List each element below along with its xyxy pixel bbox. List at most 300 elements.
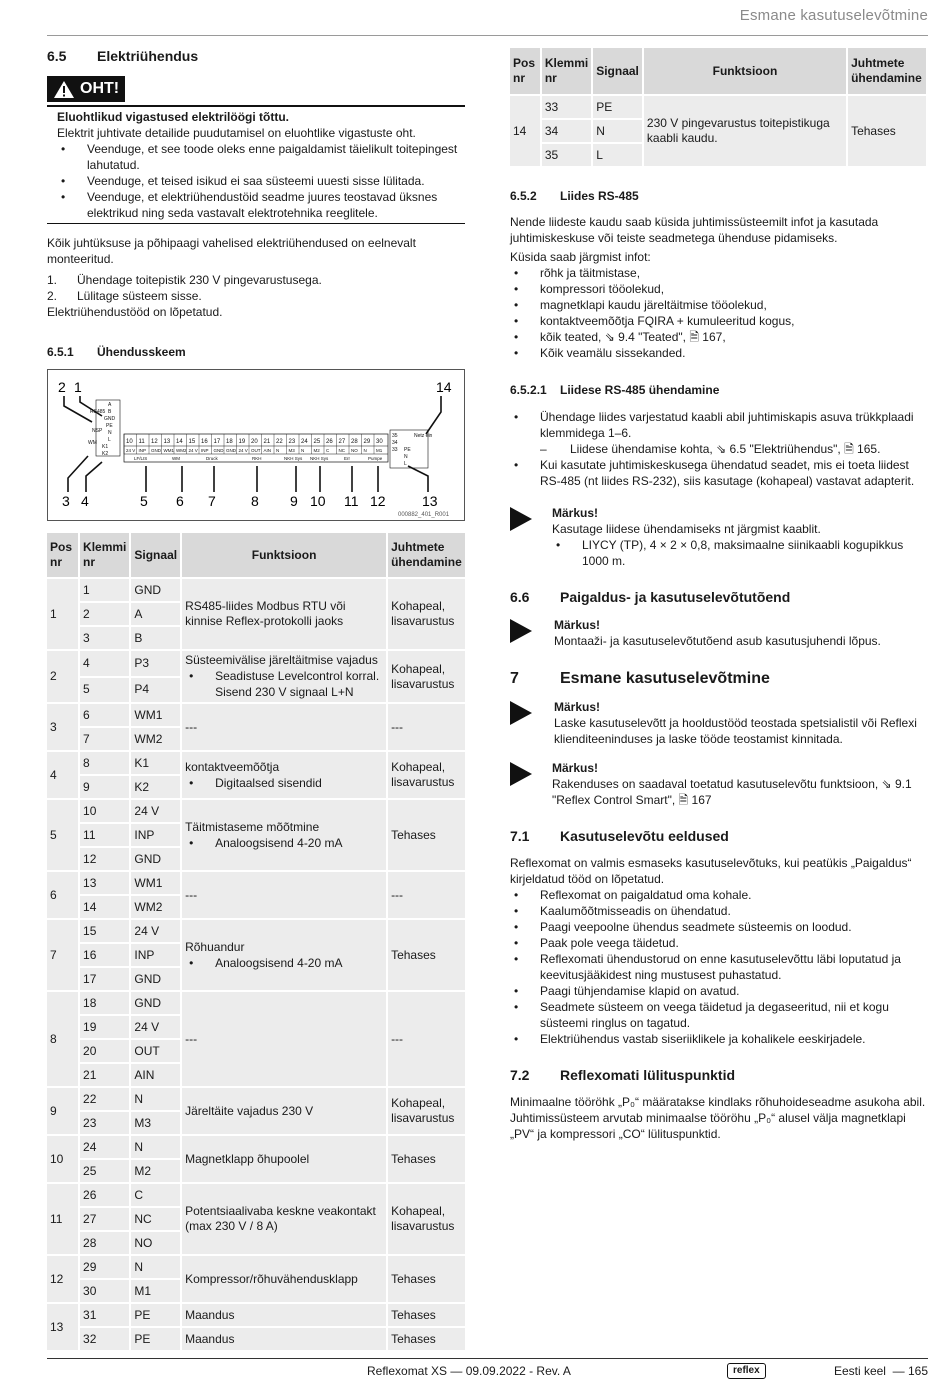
wiring-cell: Tehases bbox=[848, 96, 926, 166]
warning-label: OHT! bbox=[80, 80, 120, 97]
callout-8: 8 bbox=[251, 493, 259, 509]
signal-cell: C bbox=[131, 1184, 180, 1206]
table-row bbox=[47, 992, 465, 1014]
diagram-group-label: Pumpe bbox=[368, 456, 383, 461]
terminal-cell: 17 bbox=[80, 968, 129, 990]
function-text: Kompressor/rõhuvähendusklapp bbox=[185, 1271, 358, 1286]
list-item: • Seadistuse Levelcontrol korral. Sisend 230 V signaal L+N bbox=[185, 668, 383, 700]
terminal-cell: 16 bbox=[80, 944, 129, 966]
terminal-signal: OUT bbox=[251, 448, 261, 453]
terminal-cell: 13 bbox=[80, 872, 129, 894]
table-row bbox=[47, 651, 465, 676]
callout-14: 14 bbox=[436, 379, 452, 395]
function-cell bbox=[182, 752, 386, 798]
function-cell bbox=[182, 800, 386, 870]
note-list bbox=[552, 537, 928, 569]
table-row bbox=[47, 1328, 465, 1350]
terminal-cell: 5 bbox=[80, 678, 129, 703]
function-cell bbox=[182, 579, 386, 649]
terminal-number: 30 bbox=[376, 439, 383, 445]
section-6-5-2-1-heading bbox=[510, 382, 928, 398]
prerequisites-list bbox=[510, 887, 928, 1047]
pos-cell: 6 bbox=[47, 872, 78, 918]
terminal-cell: 19 bbox=[80, 1016, 129, 1038]
section-title: Liidese RS-485 ühendamine bbox=[560, 383, 720, 397]
signal-cell: WM1 bbox=[131, 704, 180, 726]
terminal-number: 19 bbox=[238, 439, 246, 445]
diagram-label: GND bbox=[104, 416, 116, 422]
terminal-signal: AIN bbox=[263, 448, 272, 453]
diagram-group-label: Druck bbox=[206, 456, 218, 461]
terminal-cell: 23 bbox=[80, 1112, 129, 1134]
footer-doc: Reflexomat XS — 09.09.2022 - Rev. A bbox=[367, 1364, 571, 1378]
note-title: Märkus! bbox=[554, 700, 601, 714]
table-row bbox=[47, 752, 465, 774]
signal-cell: M3 bbox=[131, 1112, 180, 1134]
wiring-cell: --- bbox=[388, 704, 465, 750]
note-title: Märkus! bbox=[552, 761, 599, 775]
step-text: Lülitage süsteem sisse. bbox=[77, 288, 202, 303]
signal-cell: K1 bbox=[131, 752, 180, 774]
terminal-table-body bbox=[47, 579, 465, 1350]
section-6-6-heading bbox=[510, 589, 928, 605]
list-item: • kompressori tööolekud, bbox=[510, 281, 928, 297]
terminal-number: 22 bbox=[276, 439, 283, 445]
terminal-signal: C bbox=[326, 448, 330, 453]
terminal-cell: 31 bbox=[80, 1304, 129, 1326]
table-header-row bbox=[510, 48, 926, 94]
signal-cell: N bbox=[131, 1136, 180, 1158]
function-cell: 230 V pingevarustus toitepistikuga kaabli kaudu. bbox=[644, 96, 846, 166]
warning-bottom-rule bbox=[47, 223, 465, 224]
function-list bbox=[185, 668, 383, 700]
callout-12: 12 bbox=[370, 493, 386, 509]
list-item: • Reflexomat on paigaldatud oma kohale. bbox=[510, 887, 928, 903]
terminal-cell: 32 bbox=[80, 1328, 129, 1350]
signal-cell: PE bbox=[131, 1328, 180, 1350]
terminal-signal: N bbox=[301, 448, 305, 453]
wiring-cell: --- bbox=[388, 992, 465, 1086]
list-item: • kõik teated, ⇘ 9.4 "Teated", 🗎 167, bbox=[510, 329, 928, 345]
signal-cell: N bbox=[593, 120, 642, 142]
terminal-number: 11 bbox=[138, 439, 145, 445]
note-text: Laske kasutuselevõtt ja hooldustööd teostada spetsialistil või Reflexi klienditeeninduses ja laske tööde teostamist kinnitada. bbox=[554, 716, 917, 746]
dash-marker: – bbox=[540, 442, 547, 456]
diagram-group-label: RKH bbox=[252, 456, 262, 461]
terminal-cell: 6 bbox=[80, 704, 129, 726]
footer-rule bbox=[47, 1358, 928, 1359]
note-specialist bbox=[510, 699, 928, 747]
section-number: 6.5.2 bbox=[510, 189, 537, 203]
terminal-cell: 22 bbox=[80, 1088, 129, 1110]
function-cell: Maandus bbox=[182, 1304, 386, 1326]
note-rs485-cable bbox=[510, 505, 928, 569]
terminal-signal: INP bbox=[201, 448, 209, 453]
function-text: Täitmistaseme mõõtmine bbox=[185, 819, 320, 834]
pos-cell: 14 bbox=[510, 96, 540, 166]
signal-cell: M2 bbox=[131, 1160, 180, 1182]
function-cell bbox=[182, 1184, 386, 1254]
wiring-diagram-graphic bbox=[48, 370, 464, 520]
terminal-number: 23 bbox=[288, 439, 296, 445]
sub-item-text: Liidese ühendamise kohta, ⇘ 6.5 "Elektriühendus", 🗎 165. bbox=[570, 442, 881, 456]
table-row bbox=[47, 1088, 465, 1110]
function-text: Potentsiaalivaba keskne veakontakt (max 230 V / 8 A) bbox=[185, 1204, 376, 1233]
function-cell bbox=[182, 872, 386, 918]
wiring-cell: Tehases bbox=[388, 1256, 465, 1302]
diagram-label: NSP bbox=[92, 428, 103, 434]
warning-text: Elektrit juhtivate detailide puudutamisel on eluohtlike vigastuste oht. bbox=[57, 125, 416, 140]
function-list bbox=[185, 955, 383, 971]
signal-cell: GND bbox=[131, 579, 180, 601]
terminal-number: 26 bbox=[326, 439, 333, 445]
diagram-group-label: LF/LIS bbox=[134, 456, 148, 461]
list-item: • magnetklapi kaudu järeltäitmise tööolekud, bbox=[510, 297, 928, 313]
function-cell: Maandus bbox=[182, 1328, 386, 1350]
steps-list bbox=[47, 272, 465, 304]
section-6-5-heading bbox=[47, 48, 465, 64]
list-item: • Digitaalsed sisendid bbox=[185, 775, 383, 791]
diagram-label: L bbox=[404, 461, 407, 467]
table-row bbox=[47, 1304, 465, 1326]
terminal-table bbox=[45, 531, 467, 1352]
list-item: • rõhk ja täitmistase, bbox=[510, 265, 928, 281]
list-item: • LIYCY (TP), 4 × 2 × 0,8, maksimaalne siinikaabli kogupikkus 1000 m. bbox=[552, 537, 928, 569]
signal-cell: K2 bbox=[131, 776, 180, 798]
wiring-cell: Kohapeal, lisavarustus bbox=[388, 1184, 465, 1254]
section-number: 6.5.2.1 bbox=[510, 383, 547, 397]
terminal-cell: 18 bbox=[80, 992, 129, 1014]
list-item: • Kaalumõõtmisseadis on ühendatud. bbox=[510, 903, 928, 919]
diagram-label: WM bbox=[88, 440, 97, 446]
list-item: • Kõik veamälu sissekanded. bbox=[510, 345, 928, 361]
list-item: • Veenduge, et see toode oleks enne paigaldamist täielikult toitepingest lahutatud. bbox=[57, 141, 465, 173]
diagram-label: 33 bbox=[392, 447, 398, 453]
signal-cell: P4 bbox=[131, 678, 180, 703]
function-text: Järeltäite vajadus 230 V bbox=[185, 1103, 314, 1118]
warning-list bbox=[57, 141, 465, 221]
warning-badge bbox=[47, 76, 125, 102]
wiring-cell: Kohapeal, lisavarustus bbox=[388, 651, 465, 702]
signal-cell: M1 bbox=[131, 1280, 180, 1302]
terminal-number: 27 bbox=[338, 439, 346, 445]
signal-cell: WM1 bbox=[131, 872, 180, 894]
pos-cell: 7 bbox=[47, 920, 78, 990]
col-header-function: Funktsioon bbox=[182, 533, 386, 577]
result-text: Elektriühendustööd on lõpetatud. bbox=[47, 304, 223, 319]
signal-cell: NC bbox=[131, 1208, 180, 1230]
terminal-signal: GND bbox=[213, 448, 224, 453]
step-number: 2. bbox=[47, 288, 58, 303]
table-row bbox=[47, 872, 465, 894]
table-row bbox=[47, 800, 465, 822]
terminal-number: 18 bbox=[226, 439, 233, 445]
section-title: Kasutuselevõtu eeldused bbox=[560, 828, 729, 844]
function-list bbox=[185, 775, 383, 791]
diagram-label: N bbox=[404, 454, 408, 460]
terminal-signal: WM2 bbox=[176, 448, 187, 453]
signal-cell: GND bbox=[131, 848, 180, 870]
col-header-signal: Signaal bbox=[593, 48, 642, 94]
pos-cell: 3 bbox=[47, 704, 78, 750]
function-cell bbox=[182, 704, 386, 750]
note-certificate bbox=[510, 617, 928, 649]
terminal-cell: 33 bbox=[542, 96, 591, 118]
list-item: • Seadmete süsteem on veega täidetud ja degaseeritud, nii et kogu süsteemi ringlus on tagatud. bbox=[510, 999, 928, 1031]
callout-7: 7 bbox=[208, 493, 216, 509]
diagram-label: B bbox=[108, 409, 112, 415]
terminal-cell: 29 bbox=[80, 1256, 129, 1278]
section-number: 7.2 bbox=[510, 1067, 530, 1083]
section-7-2-heading bbox=[510, 1067, 928, 1083]
signal-cell: PE bbox=[593, 96, 642, 118]
terminal-cell: 21 bbox=[80, 1064, 129, 1086]
function-text: Süsteemivälise järeltäitmise vajadus bbox=[185, 653, 378, 667]
note-text: Montaaži- ja kasutuselevõtutõend asub kasutusjuhendi lõpus. bbox=[554, 634, 881, 648]
list-item bbox=[510, 409, 928, 457]
wiring-cell: Tehases bbox=[388, 1304, 465, 1326]
signal-cell: N bbox=[131, 1088, 180, 1110]
rs485-query: Küsida saab järgmist infot: bbox=[510, 250, 651, 264]
diagram-group-label: NKH Sys bbox=[310, 456, 329, 461]
callout-11: 11 bbox=[344, 493, 359, 509]
terminal-signal: N bbox=[363, 448, 367, 453]
rs485-info-list bbox=[510, 265, 928, 361]
diagram-group-label: Err bbox=[344, 456, 350, 461]
terminal-cell: 14 bbox=[80, 896, 129, 918]
terminal-cell: 2 bbox=[80, 603, 129, 625]
pos-cell: 9 bbox=[47, 1088, 78, 1134]
pos-cell: 4 bbox=[47, 752, 78, 798]
callout-6: 6 bbox=[176, 493, 184, 509]
signal-cell: B bbox=[131, 627, 180, 649]
list-item: • Paagi tühjendamise klapid on avatud. bbox=[510, 983, 928, 999]
terminal-cell: 3 bbox=[80, 627, 129, 649]
function-text: --- bbox=[185, 719, 198, 734]
diagram-group-label: NKH Sys bbox=[284, 456, 303, 461]
signal-cell: L bbox=[593, 144, 642, 166]
section-7-1-heading bbox=[510, 828, 928, 844]
terminal-signal: GND bbox=[226, 448, 236, 453]
list-item: • Reflexomati ühendustorud on enne kasutuselevõttu läbi loputatud ja keevitusjääkidest ning mustusest puhastatud. bbox=[510, 951, 928, 983]
terminal-cell: 24 bbox=[80, 1136, 129, 1158]
signal-cell: GND bbox=[131, 992, 180, 1014]
terminal-signal: M3 bbox=[288, 448, 295, 453]
rs485-intro: Nende liideste kaudu saab küsida juhtimissüsteemilt infot ja kasutada juhtimiskeskuse või teiste seadmetega ühenduse pidamiseks. bbox=[510, 215, 879, 245]
terminal-signal: M2 bbox=[313, 448, 320, 453]
function-list bbox=[185, 835, 383, 851]
section-title: Reflexomati lülituspunktid bbox=[560, 1067, 736, 1083]
function-text: RS485-liides Modbus RTU või kinnise Reflex-protokolli jaoks bbox=[185, 599, 346, 628]
terminal-cell: 28 bbox=[80, 1232, 129, 1254]
function-cell bbox=[182, 1256, 386, 1302]
callout-9: 9 bbox=[290, 493, 298, 509]
diagram-label: RS485 bbox=[90, 409, 106, 415]
diagram-label: Netz ein bbox=[414, 433, 433, 439]
terminal-cell: 11 bbox=[80, 824, 129, 846]
function-cell bbox=[182, 920, 386, 990]
terminal-cell: 20 bbox=[80, 1040, 129, 1062]
header-rule bbox=[47, 35, 928, 36]
pos-cell: 1 bbox=[47, 579, 78, 649]
rs485-connect-list bbox=[510, 409, 928, 489]
signal-cell: 24 V bbox=[131, 920, 180, 942]
callout-10: 10 bbox=[310, 493, 326, 509]
terminal-signal: M1 bbox=[376, 448, 383, 453]
section-title: Liides RS-485 bbox=[560, 189, 639, 203]
power-supply-table bbox=[508, 46, 928, 168]
terminal-cell: 25 bbox=[80, 1160, 129, 1182]
running-head: Esmane kasutuselevõtmine bbox=[739, 7, 928, 24]
col-header-wiring: Juhtmete ühendamine bbox=[848, 48, 926, 94]
switching-points-text: Minimaalne tööröhk „P₀“ määratakse kindlaks rõhuhoideseadme asukoha abil. Juhtimissüsteem arvutab minimaalse tööröhu „P₀“ alusel välja magnetklapi „PV“ ja kompressori „CO“ lülituspunktid. bbox=[510, 1095, 926, 1141]
terminal-cell: 30 bbox=[80, 1280, 129, 1302]
table-header-row bbox=[47, 533, 465, 577]
terminal-signal: NO bbox=[351, 448, 358, 453]
terminal-signal: 24 V bbox=[188, 448, 198, 453]
pos-cell: 5 bbox=[47, 800, 78, 870]
diagram-label: K2 bbox=[102, 451, 109, 457]
table-row bbox=[47, 1184, 465, 1206]
reflex-logo: reflex bbox=[727, 1363, 766, 1379]
wiring-cell: Tehases bbox=[388, 800, 465, 870]
col-header-function: Funktsioon bbox=[644, 48, 846, 94]
signal-cell: WM2 bbox=[131, 896, 180, 918]
diagram-label: PE bbox=[404, 447, 411, 453]
signal-cell: 24 V bbox=[131, 1016, 180, 1038]
terminal-cell: 34 bbox=[542, 120, 591, 142]
section-number: 6.5 bbox=[47, 48, 67, 64]
function-cell bbox=[182, 992, 386, 1086]
terminal-cell: 7 bbox=[80, 728, 129, 750]
terminal-signal: N bbox=[276, 448, 280, 453]
terminal-number: 14 bbox=[176, 439, 183, 445]
callout-3: 3 bbox=[62, 493, 70, 509]
callout-13: 13 bbox=[422, 493, 438, 509]
wiring-cell: Tehases bbox=[388, 1328, 465, 1350]
section-6-5-1-heading bbox=[47, 344, 465, 360]
wiring-diagram bbox=[47, 369, 465, 521]
prerequisites-intro: Reflexomat on valmis esmaseks kasutuselevõtuks, kui peatükis „Paigaldus“ kirjeldatud tööd on lõpetatud. bbox=[510, 856, 912, 886]
section-number: 7.1 bbox=[510, 828, 530, 844]
section-title: Ühendusskeem bbox=[97, 344, 186, 359]
wiring-cell: Tehases bbox=[388, 920, 465, 990]
terminal-signal: 24 V bbox=[126, 448, 136, 453]
signal-cell: OUT bbox=[131, 1040, 180, 1062]
signal-cell: INP bbox=[131, 944, 180, 966]
section-6-5-2-heading bbox=[510, 188, 928, 204]
terminal-cell: 9 bbox=[80, 776, 129, 798]
signal-cell: WM2 bbox=[131, 728, 180, 750]
warning-title: Eluohtlikud vigastused elektrilöögi tõttu. bbox=[57, 109, 290, 124]
callout-1: 1 bbox=[74, 379, 82, 395]
function-text: --- bbox=[185, 887, 198, 902]
terminal-cell: 35 bbox=[542, 144, 591, 166]
table-row bbox=[47, 704, 465, 726]
note-arrow-icon bbox=[510, 762, 532, 786]
wiring-cell: Kohapeal, lisavarustus bbox=[388, 1088, 465, 1134]
diagram-label: 34 bbox=[392, 440, 398, 446]
footer-page: Eesti keel — 165 bbox=[833, 1364, 928, 1378]
list-item: • Analoogsisend 4-20 mA bbox=[185, 835, 383, 851]
signal-cell: AIN bbox=[131, 1064, 180, 1086]
col-header-pos: Pos nr bbox=[510, 48, 540, 94]
col-header-pos: Pos nr bbox=[47, 533, 78, 577]
terminal-cell: 4 bbox=[80, 651, 129, 676]
list-item: • Kui kasutate juhtimiskeskusega ühendatud seadet, mis ei toeta liidest RS-485 (nt liides RS-232), siis kasutage (kohapeal) vastavat adapterit. bbox=[510, 457, 928, 489]
diagram-group-label: WM bbox=[172, 456, 180, 461]
wiring-cell: Tehases bbox=[388, 1136, 465, 1182]
function-text: Magnetklapp õhupoolel bbox=[185, 1151, 310, 1166]
diagram-label: N bbox=[108, 430, 112, 436]
signal-cell: N bbox=[131, 1256, 180, 1278]
terminal-number: 21 bbox=[263, 439, 271, 445]
terminal-number: 16 bbox=[201, 439, 208, 445]
diagram-label: L bbox=[108, 437, 111, 443]
sub-item bbox=[540, 441, 928, 457]
terminal-number: 17 bbox=[213, 439, 221, 445]
section-title: Paigaldus- ja kasutuselevõtutõend bbox=[560, 589, 791, 605]
terminal-number: 24 bbox=[301, 439, 308, 445]
note-arrow-icon bbox=[510, 701, 532, 725]
section-number: 6.5.1 bbox=[47, 344, 74, 359]
pos-cell: 13 bbox=[47, 1304, 78, 1350]
note-text: Rakenduses on saadaval toetatud kasutuselevõtu funktsioon, ⇘ 9.1 "Reflex Control Smart", 🗎 167 bbox=[552, 777, 912, 807]
function-cell bbox=[182, 651, 386, 702]
section-title: Elektriühendus bbox=[97, 48, 199, 64]
terminal-number: 12 bbox=[151, 439, 158, 445]
list-item: • Paagi veepoolne ühendus seadmete süsteemis on loodud. bbox=[510, 919, 928, 935]
col-header-wiring: Juhtmete ühendamine bbox=[388, 533, 465, 577]
function-cell bbox=[182, 1136, 386, 1182]
table-row bbox=[47, 920, 465, 942]
terminal-number: 10 bbox=[126, 439, 133, 445]
terminal-signal: 24 V bbox=[238, 448, 248, 453]
step-item bbox=[47, 288, 465, 304]
signal-cell: P3 bbox=[131, 651, 180, 676]
step-text: Ühendage toitepistik 230 V pingevarustusega. bbox=[77, 272, 322, 287]
signal-cell: A bbox=[131, 603, 180, 625]
terminal-number: 25 bbox=[313, 439, 321, 445]
pos-cell: 2 bbox=[47, 651, 78, 702]
signal-cell: GND bbox=[131, 968, 180, 990]
terminal-signal: GND bbox=[151, 448, 161, 453]
terminal-number: 20 bbox=[251, 439, 258, 445]
terminal-cell: 27 bbox=[80, 1208, 129, 1230]
col-header-terminal: Klemmi nr bbox=[542, 48, 591, 94]
function-text: kontaktveemõõtja bbox=[185, 759, 280, 774]
note-title: Märkus! bbox=[552, 506, 599, 520]
right-column bbox=[510, 188, 928, 1142]
terminal-number: 29 bbox=[363, 439, 371, 445]
step-number: 1. bbox=[47, 272, 58, 287]
list-item: • Paak pole veega täidetud. bbox=[510, 935, 928, 951]
terminal-number: 28 bbox=[351, 439, 358, 445]
warning-block bbox=[47, 76, 465, 224]
terminal-cell: 10 bbox=[80, 800, 129, 822]
callout-5: 5 bbox=[140, 493, 148, 509]
terminal-number: 15 bbox=[188, 439, 196, 445]
note-arrow-icon bbox=[510, 507, 532, 531]
signal-cell: NO bbox=[131, 1232, 180, 1254]
left-column bbox=[47, 48, 465, 360]
note-arrow-icon bbox=[510, 619, 532, 643]
col-header-signal: Signaal bbox=[131, 533, 180, 577]
terminal-signal: NC bbox=[338, 448, 345, 453]
diagram-code: 000882_401_R001 bbox=[398, 512, 450, 518]
terminal-cell: 15 bbox=[80, 920, 129, 942]
diagram-label: K1 bbox=[102, 444, 109, 450]
